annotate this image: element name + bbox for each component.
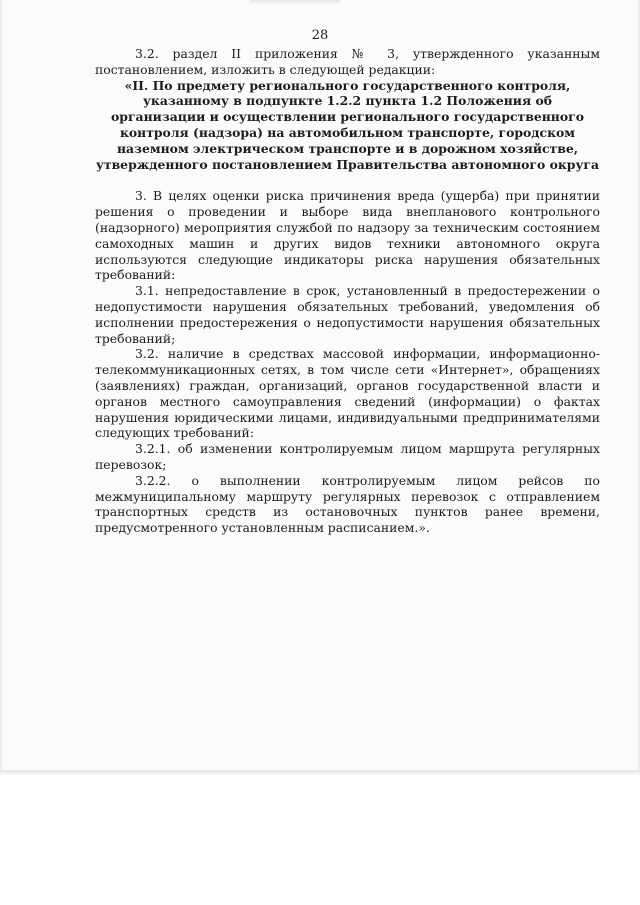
scan-artifact-top xyxy=(250,0,340,4)
spacer xyxy=(95,172,600,188)
intro-paragraph: 3.2. раздел II приложения № 3, утвержденного указанным постановлением, изложить в следующей редакции: xyxy=(95,46,600,77)
paragraph-3-2: 3.2. наличие в средствах массовой информации, информационно-телекоммуникационных сетях, в том числе сети «Интернет», обращениях (заявлениях) граждан, организаций, органов государственной власти и органов местного самоуправления сведений (информации) о фактах нарушения юридическими лицами, индивидуальными предпринимателями следующих требований: xyxy=(95,346,600,441)
paragraph-3: 3. В целях оценки риска причинения вреда (ущерба) при принятии решения о проведении и выборе вида внепланового контрольного (надзорного) мероприятия службой по надзору за техническим состоянием самоходных машин и других видов техники автономного округа используются следующие индикаторы риска нарушения обязательных требований: xyxy=(95,188,600,283)
scan-edge-left xyxy=(0,0,3,770)
paragraph-3-1: 3.1. непредоставление в срок, установленный в предостережении о недопустимости нарушения обязательных требований, уведомления об исполнении предостережения о недопустимости нарушения обязательных требований; xyxy=(95,283,600,346)
page-number: 28 xyxy=(311,28,329,43)
paragraph-3-2-1: 3.2.1. об изменении контролируемым лицом маршрута регулярных перевозок; xyxy=(95,441,600,472)
paragraph-3-2-2: 3.2.2. о выполнении контролируемым лицом рейсов по межмуниципальному маршруту регулярных перевозок с отправлением транспортных средств из остановочных пунктов ранее времени, предусмотренного установленным расписанием.». xyxy=(95,472,600,536)
document-body xyxy=(95,46,600,536)
section-heading: «II. По предмету регионального государственного контроля, указанному в подпункте 1.2.2 пункта 1.2 Положения об организации и осуществлении регионального государственного контроля (надзора) на автомобильном транспорте, городском наземном электрическом транспорте и в дорожном хозяйстве, утвержденного постановлением Правительства автономного округа xyxy=(95,77,600,172)
page-shadow xyxy=(0,770,640,776)
